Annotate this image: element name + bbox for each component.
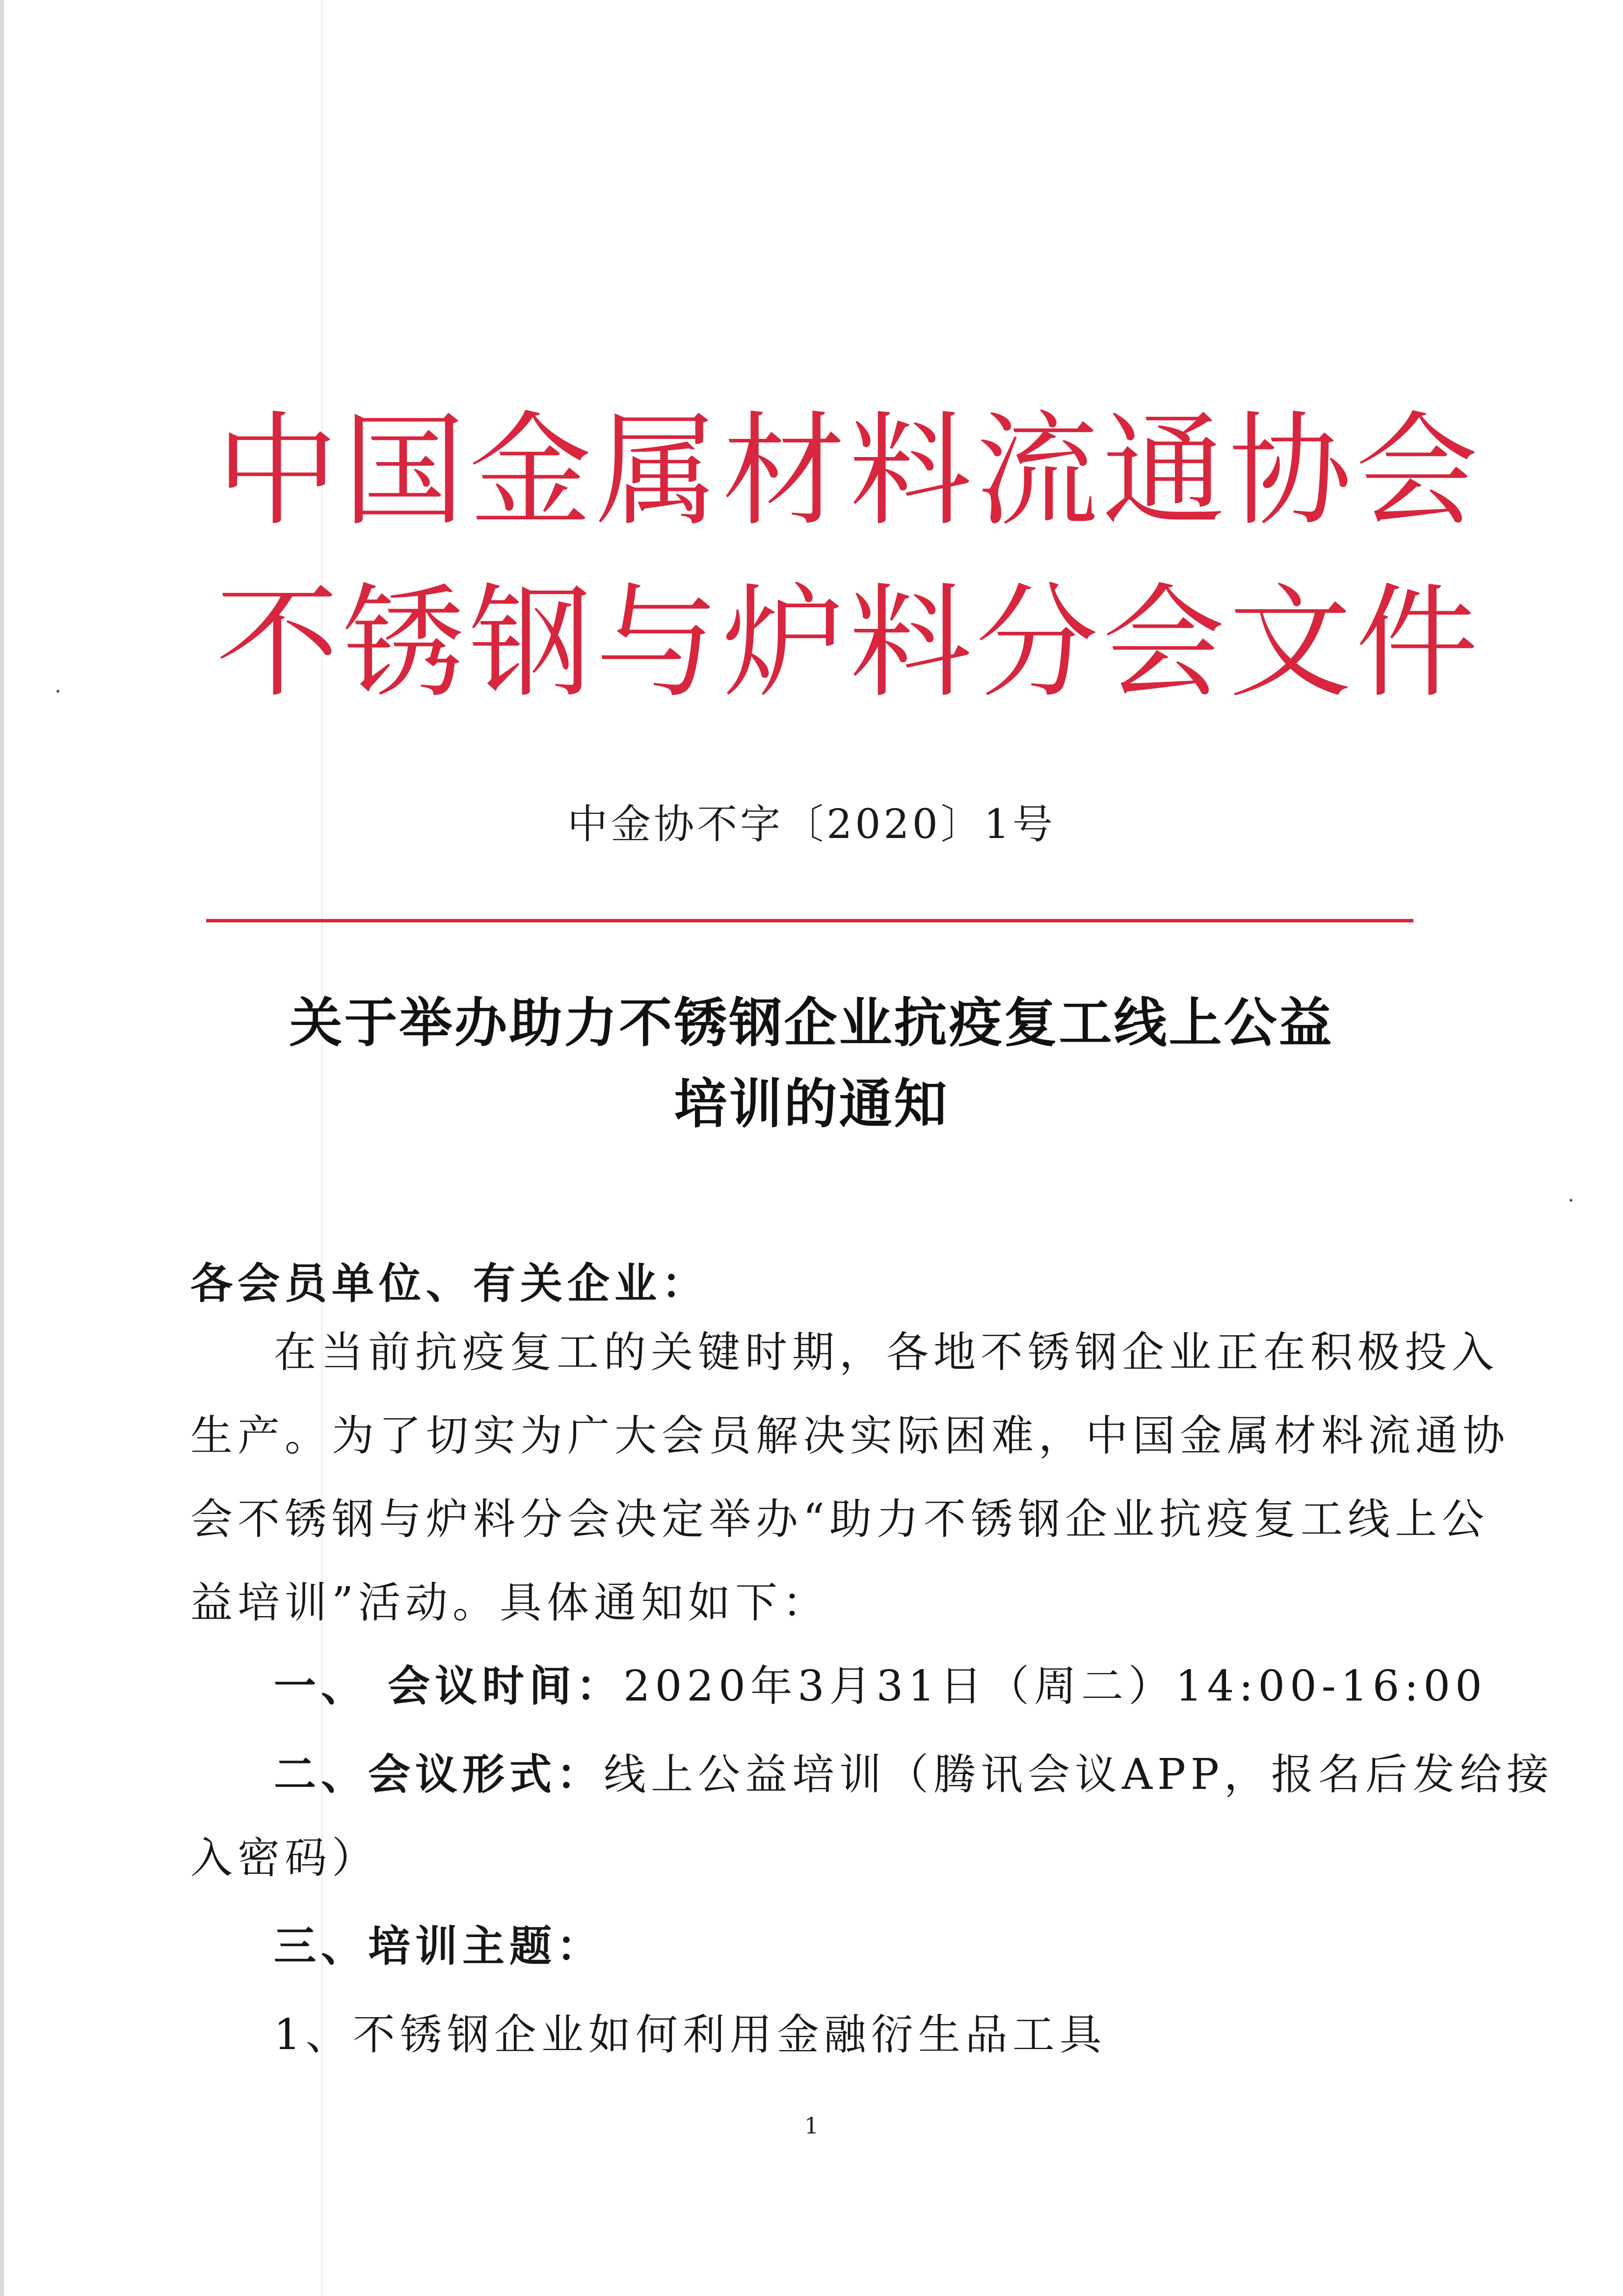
training-topic-label: 三、培训主题： bbox=[274, 1922, 604, 1971]
scan-page-edge bbox=[0, 0, 4, 2296]
meeting-time-label: 一、 会议时间： bbox=[274, 1662, 623, 1711]
meeting-time-value: 2020年3月31日（周二）14:00-16:00 bbox=[623, 1662, 1487, 1711]
meeting-format-item bbox=[274, 1745, 1554, 1804]
issuer-header-line-2: 不锈钢与炉料分会文件 bbox=[216, 571, 1482, 714]
intro-line-4: 益培训”活动。具体通知如下： bbox=[190, 1578, 829, 1627]
intro-line-2: 生产。为了切实为广大会员解决实际困难，中国金属材料流通协 bbox=[190, 1411, 1510, 1460]
notice-title-line-1: 关于举办助力不锈钢企业抗疫复工线上公益 bbox=[289, 993, 1334, 1054]
intro-line-3: 会不锈钢与炉料分会决定举办“助力不锈钢企业抗疫复工线上公 bbox=[190, 1495, 1489, 1544]
training-topic-1: 1、不锈钢企业如何利用金融衍生品工具 bbox=[274, 2010, 1107, 2059]
issuer-header-line-1: 中国金属材料流通协会 bbox=[216, 400, 1482, 542]
meeting-time-item bbox=[274, 1657, 1487, 1716]
meeting-format-value: 线上公益培训（腾讯会议APP，报名后发给接 bbox=[604, 1750, 1554, 1799]
meeting-format-value-continued: 入密码） bbox=[190, 1834, 379, 1883]
salutation: 各会员单位、有关企业： bbox=[190, 1259, 709, 1308]
red-separator-rule bbox=[206, 919, 1413, 922]
scan-speck bbox=[1570, 1199, 1572, 1202]
notice-title-line-2: 培训的通知 bbox=[674, 1074, 949, 1135]
page-number: 1 bbox=[804, 2112, 819, 2139]
document-number: 中金协不字〔2020〕1号 bbox=[567, 801, 1056, 848]
intro-line-1: 在当前抗疫复工的关键时期，各地不锈钢企业正在积极投入 bbox=[274, 1328, 1499, 1377]
scan-speck bbox=[56, 690, 59, 693]
meeting-format-label: 二、会议形式： bbox=[274, 1750, 604, 1799]
